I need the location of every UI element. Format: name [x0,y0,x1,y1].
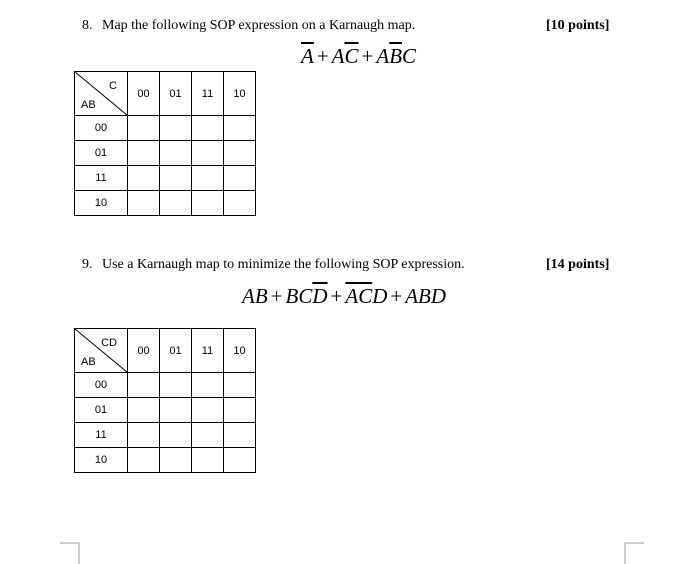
kmap-8-cell [128,141,160,166]
expr9-term-4: ABD [405,284,447,308]
kmap-8-cell [192,191,224,216]
kmap-8 [74,71,256,216]
page-corner-mark-right [622,540,646,564]
expr9-op-3: + [390,284,403,308]
kmap-8-cell [128,116,160,141]
kmap-9-cell [160,423,192,448]
kmap-9-col-header: 10 [224,329,256,373]
kmap-9-row-header: 01 [75,398,128,423]
expr8-term-1: $\overline{A}$ [301,44,314,68]
question-9-prompt [82,257,465,273]
kmap-8-cell [224,141,256,166]
kmap-8-cell [160,141,192,166]
kmap-9-row-header: 11 [75,423,128,448]
kmap-9-cell [192,398,224,423]
kmap-9-cell [128,423,160,448]
kmap-9-col-header: 11 [192,329,224,373]
kmap-8-cell [224,166,256,191]
question-8-prompt [82,18,415,34]
expr9-op-1: + [270,284,283,308]
kmap-8-col-header: 10 [224,72,256,116]
expr9-op-2: + [330,284,343,308]
expr8-term-3: $A\overline{B}C$ [376,44,417,68]
expr8-term-2: $A\overline{C}$ [331,44,359,68]
page-corner-mark-left [58,540,82,564]
kmap-9-col-header: 01 [160,329,192,373]
kmap-8-corner [75,72,128,116]
kmap-9-cell [192,423,224,448]
kmap-8-col-header: 11 [192,72,224,116]
kmap-8-row-header: 10 [75,191,128,216]
kmap-9-cell [160,373,192,398]
expr9-term-2: $BC\overline{D}$ [285,284,328,308]
kmap-8-cell [160,166,192,191]
kmap-9-row-var: AB [81,356,96,368]
question-8-expression [301,44,416,69]
kmap-9-cell [128,398,160,423]
kmap-9-cell [128,373,160,398]
kmap-9-col-var: CD [101,337,117,349]
kmap-8-cell [128,191,160,216]
kmap-8-row-header: 00 [75,116,128,141]
kmap-9-cell [224,398,256,423]
kmap-9-cell [192,448,224,473]
kmap-8-col-var: C [109,80,117,92]
question-9-expression [242,284,446,309]
kmap-8-row-header: 11 [75,166,128,191]
kmap-8-cell [192,116,224,141]
kmap-8-cell [224,191,256,216]
question-8-text: Map the following SOP expression on a Karnaugh map. [102,18,416,33]
kmap-8-cell [224,116,256,141]
kmap-9-cell [224,373,256,398]
question-9-number: 9. [82,257,93,272]
kmap-8-row-header: 01 [75,141,128,166]
kmap-8-cell [128,166,160,191]
kmap-9-cell [160,398,192,423]
expr9-term-3: $\overline{A}\overline{C}D$ [345,284,388,308]
kmap-9-col-header: 00 [128,329,160,373]
kmap-9-cell [224,423,256,448]
question-8-number: 8. [82,18,93,33]
question-8-points: [10 points] [546,18,610,33]
kmap-9 [74,328,256,473]
kmap-8-cell [160,191,192,216]
kmap-9-cell [224,448,256,473]
kmap-9-cell [128,448,160,473]
kmap-8-cell [160,116,192,141]
kmap-9-cell [192,373,224,398]
question-9-text: Use a Karnaugh map to minimize the following SOP expression. [102,257,465,272]
question-9-points: [14 points] [546,257,610,272]
expr9-term-1: AB [242,284,268,308]
kmap-8-col-header: 00 [128,72,160,116]
kmap-9-cell [160,448,192,473]
kmap-9-row-header: 10 [75,448,128,473]
kmap-8-row-var: AB [81,99,96,111]
expr8-op-1: + [316,44,329,68]
kmap-8-col-header: 01 [160,72,192,116]
expr8-op-2: + [361,44,374,68]
kmap-8-cell [192,166,224,191]
kmap-8-cell [192,141,224,166]
kmap-9-corner [75,329,128,373]
kmap-9-row-header: 00 [75,373,128,398]
